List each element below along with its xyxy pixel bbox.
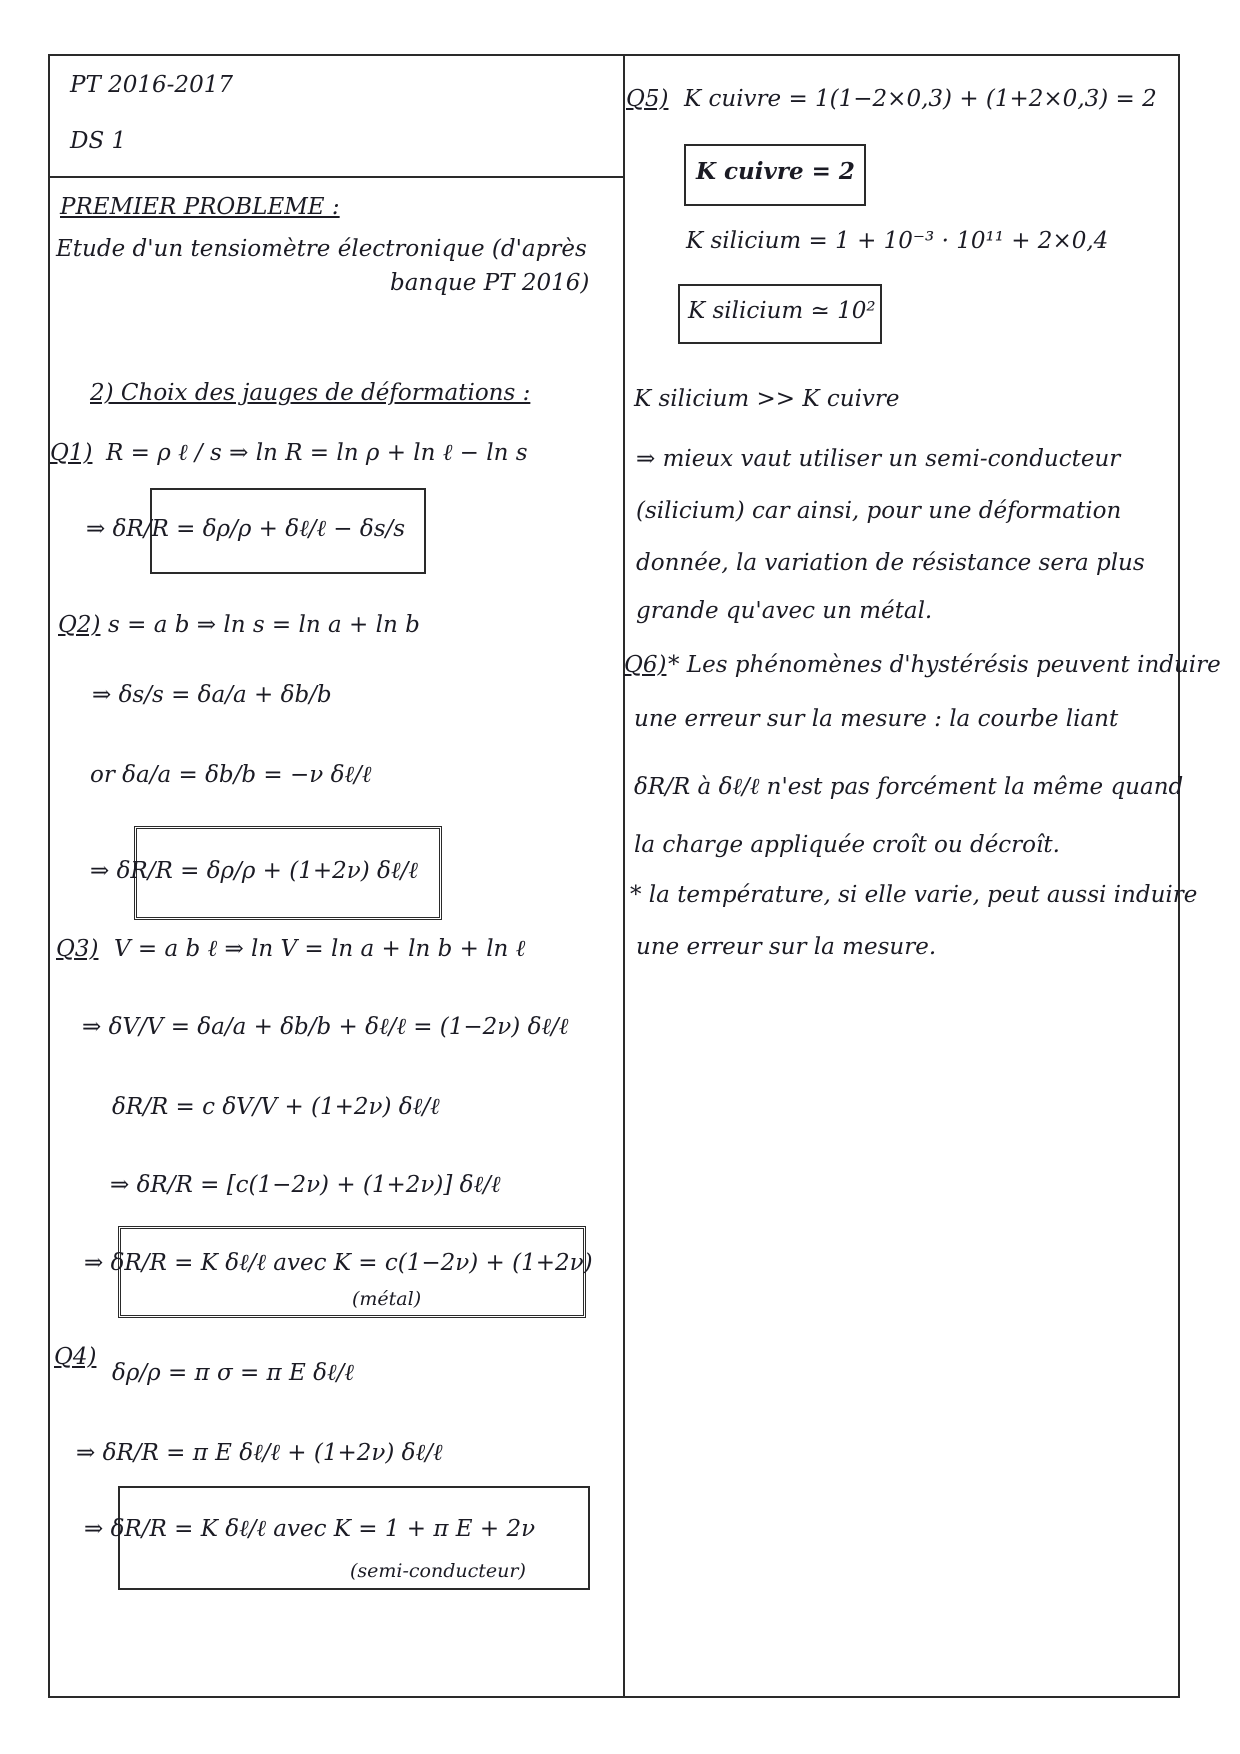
q3-equation-1: V = a b ℓ ⇒ ln V = ln a + ln b + ln ℓ xyxy=(114,936,526,962)
column-divider xyxy=(623,54,625,1698)
q5-comparison: K silicium >> K cuivre xyxy=(634,386,900,412)
q6-text-line2: une erreur sur la mesure : la courbe liant xyxy=(634,706,1119,732)
q2-equation-2: ⇒ δs/s = δa/a + δb/b xyxy=(92,682,332,708)
q3-equation-4: ⇒ δR/R = [c(1−2ν) + (1+2ν)] δℓ/ℓ xyxy=(110,1172,501,1198)
q3-equation-2: ⇒ δV/V = δa/a + δb/b + δℓ/ℓ = (1−2ν) δℓ/ℓ xyxy=(82,1014,569,1040)
q5-label: Q5) xyxy=(626,86,669,112)
q5-copper-result: K cuivre = 2 xyxy=(696,158,855,185)
q5-text-line1: ⇒ mieux vaut utiliser un semi-conducteur xyxy=(636,446,1121,472)
q3-label: Q3) xyxy=(56,936,99,962)
q6-label: Q6) xyxy=(624,652,667,678)
q1-label: Q1) xyxy=(50,440,93,466)
q5-text-line4: grande qu'avec un métal. xyxy=(636,598,933,624)
q2-equation-3: or δa/a = δb/b = −ν δℓ/ℓ xyxy=(90,762,372,788)
q2-label: Q2) xyxy=(58,612,101,638)
q4-equation-1: δρ/ρ = π σ = π E δℓ/ℓ xyxy=(112,1360,354,1386)
q6-text-line5: * la température, si elle varie, peut aussi induire xyxy=(630,882,1198,908)
q1-equation-1: R = ρ ℓ / s ⇒ ln R = ln ρ + ln ℓ − ln s xyxy=(106,440,528,466)
q4-result-note: (semi-conducteur) xyxy=(350,1560,526,1582)
q2-result: ⇒ δR/R = δρ/ρ + (1+2ν) δℓ/ℓ xyxy=(90,858,418,884)
q5-equation-2: K silicium = 1 + 10⁻³ · 10¹¹ + 2×0,4 xyxy=(686,228,1109,254)
section-heading: 2) Choix des jauges de déformations : xyxy=(90,380,531,406)
exam-label: DS 1 xyxy=(70,128,127,154)
problem-title: PREMIER PROBLEME : xyxy=(60,194,340,220)
q5-text-line2: (silicium) car ainsi, pour une déformation xyxy=(636,498,1122,524)
q5-silicon-result: K silicium ≃ 10² xyxy=(688,298,876,324)
q2-equation-1: s = a b ⇒ ln s = ln a + ln b xyxy=(108,612,420,638)
q5-text-line3: donnée, la variation de résistance sera plus xyxy=(636,550,1145,576)
course-label: PT 2016-2017 xyxy=(70,72,233,98)
q6-text-line1: * Les phénomènes d'hystérésis peuvent induire xyxy=(668,652,1221,678)
q4-label: Q4) xyxy=(54,1344,97,1370)
q6-text-line3: δR/R à δℓ/ℓ n'est pas forcément la même quand xyxy=(634,774,1184,800)
problem-subtitle-line1: Etude d'un tensiomètre électronique (d'après xyxy=(56,236,587,262)
q3-result: ⇒ δR/R = K δℓ/ℓ avec K = c(1−2ν) + (1+2ν) xyxy=(84,1250,593,1276)
q6-text-line4: la charge appliquée croît ou décroît. xyxy=(634,832,1060,858)
q5-equation-1: K cuivre = 1(1−2×0,3) + (1+2×0,3) = 2 xyxy=(684,86,1157,112)
q4-equation-2: ⇒ δR/R = π E δℓ/ℓ + (1+2ν) δℓ/ℓ xyxy=(76,1440,443,1466)
q3-result-note: (métal) xyxy=(352,1288,422,1310)
q3-equation-3: δR/R = c δV/V + (1+2ν) δℓ/ℓ xyxy=(112,1094,440,1120)
q4-result: ⇒ δR/R = K δℓ/ℓ avec K = 1 + π E + 2ν xyxy=(84,1516,536,1542)
header-rule xyxy=(48,176,624,178)
q6-text-line6: une erreur sur la mesure. xyxy=(636,934,937,960)
q1-result: ⇒ δR/R = δρ/ρ + δℓ/ℓ − δs/s xyxy=(86,516,406,542)
problem-subtitle-line2: banque PT 2016) xyxy=(390,270,590,296)
